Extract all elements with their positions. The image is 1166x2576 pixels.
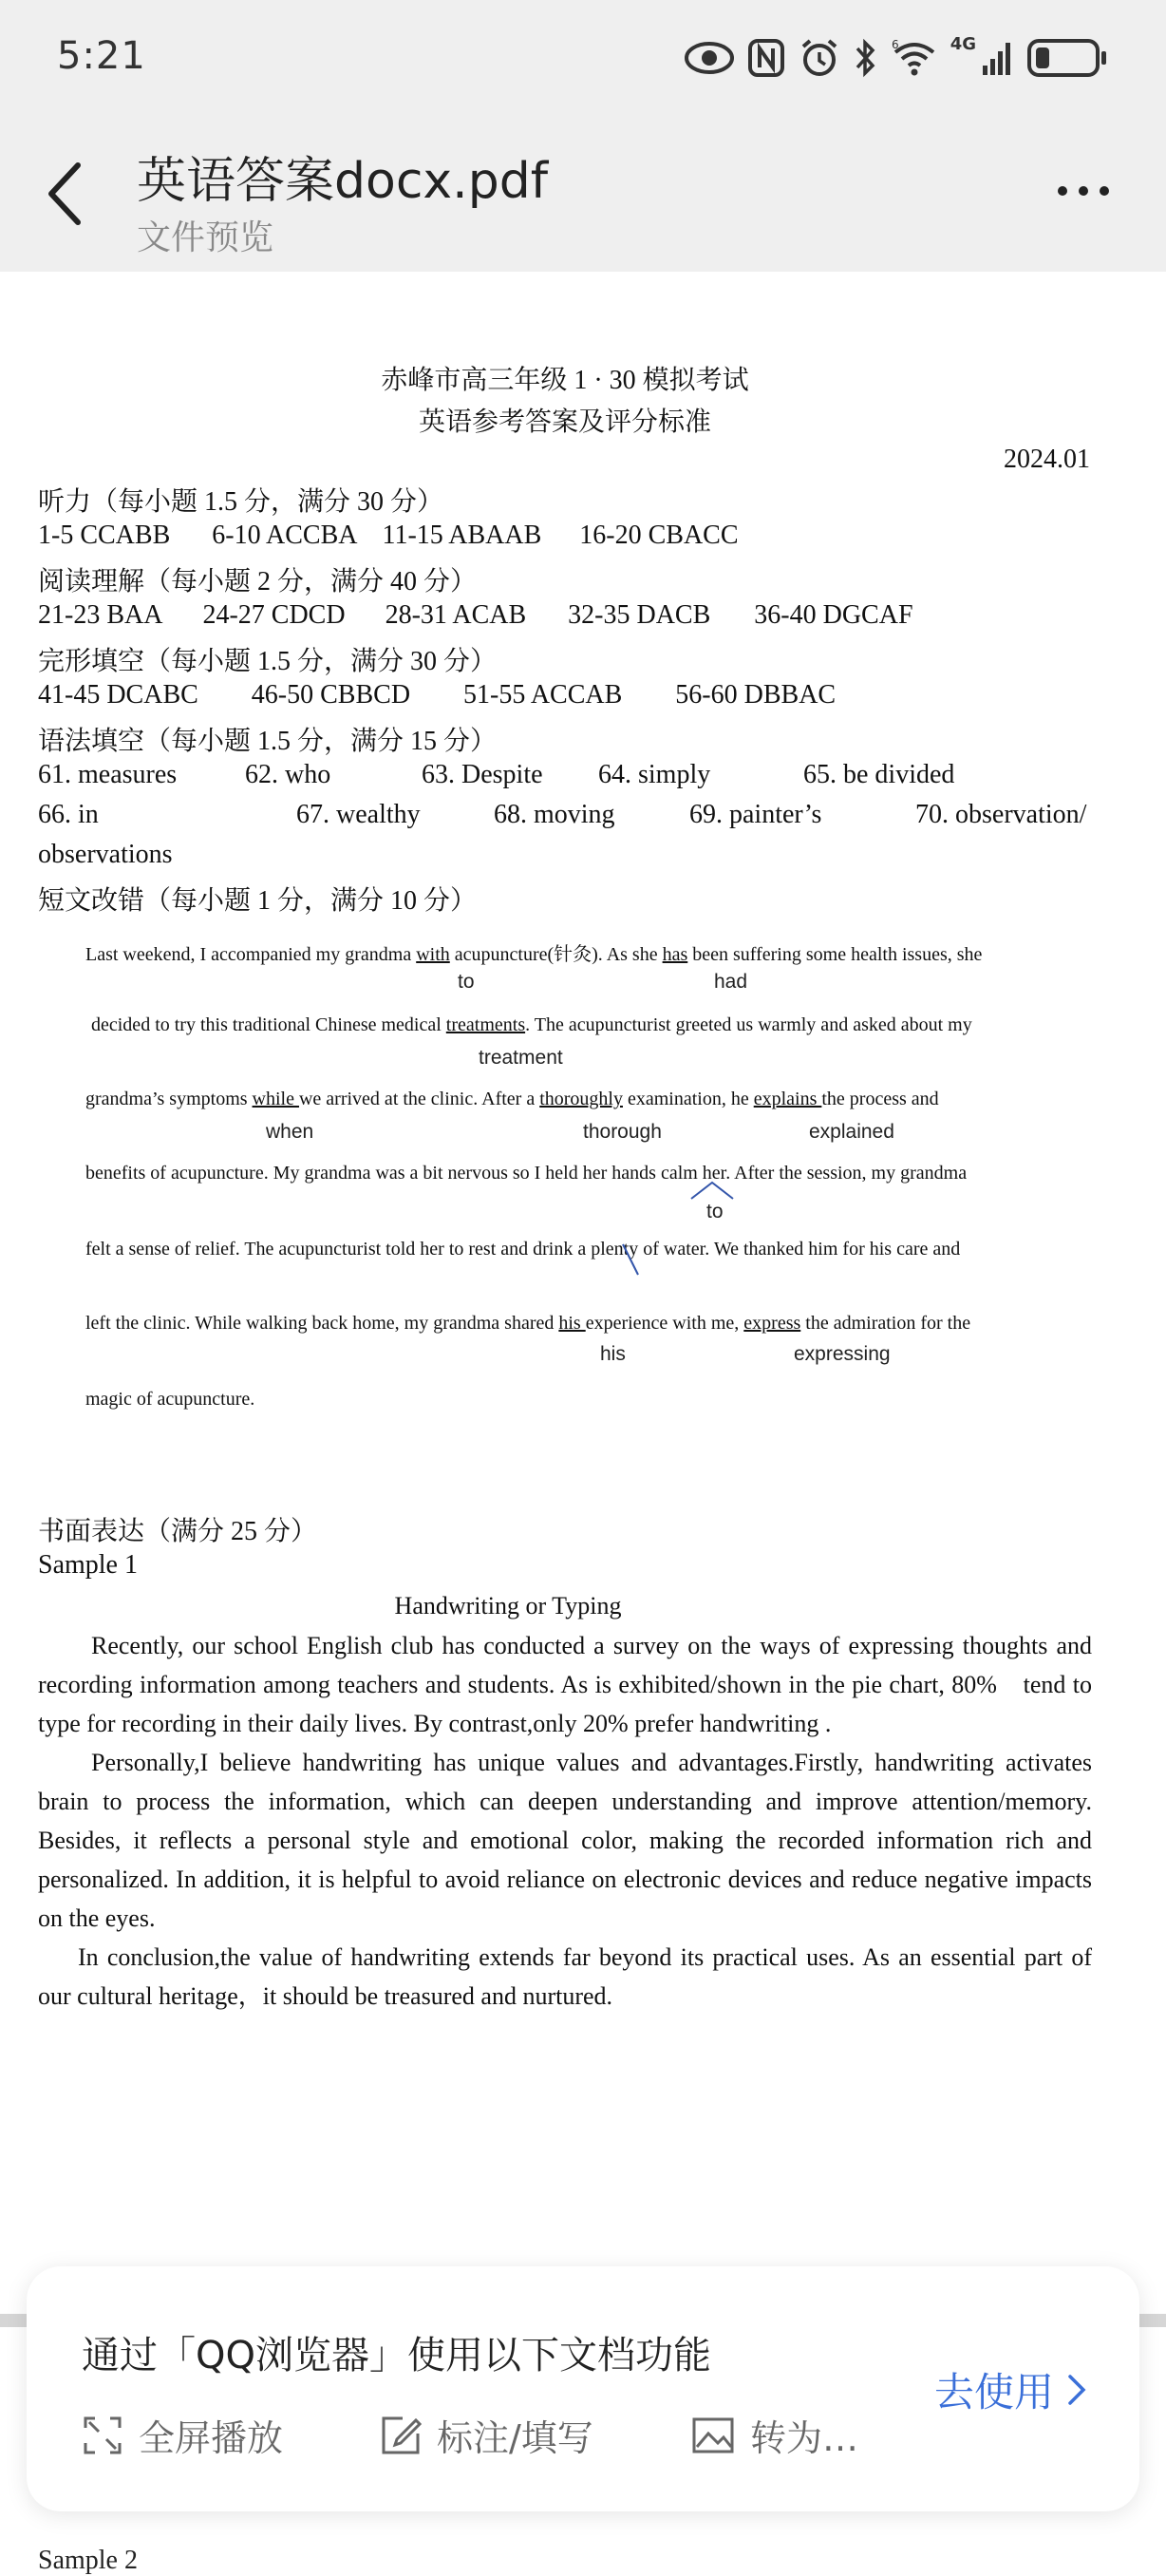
eye-icon [685, 41, 734, 75]
signal-icon [982, 39, 1014, 77]
answer-group: 11-15 ABAAB [382, 521, 542, 550]
more-options-icon[interactable] [1058, 186, 1109, 196]
correction-fix: to [706, 1201, 724, 1222]
correction-heading: 短文改错（每小题 1 分，满分 10 分） [38, 886, 478, 916]
insert-caret-mark [687, 1180, 737, 1201]
writing-heading: 书面表达（满分 25 分） [38, 1517, 318, 1546]
fullscreen-icon [82, 2415, 123, 2456]
fullscreen-label: 全屏播放 [139, 2417, 284, 2459]
correction-fix: had [714, 971, 748, 993]
answer-group: 41-45 DCABC [38, 680, 198, 710]
correction-line: felt a sense of relief. The acupuncturist told her to rest and drink a plenty of water. We thanked him for his care and [85, 1239, 961, 1260]
sample-label: Sample 1 [38, 1550, 138, 1580]
answer-group: 46-50 CBBCD [251, 680, 411, 710]
doc-title-2: 英语参考答案及评分标准 [418, 407, 711, 437]
edit-icon [380, 2415, 422, 2456]
app-header-area [0, 0, 1166, 272]
answer-group: 16-20 CBACC [579, 521, 739, 550]
grammar-answer: 61. measures [38, 760, 178, 789]
annotate-label: 标注/填写 [437, 2417, 593, 2459]
correction-line: benefits of acupuncture. My grandma was a bit nervous so I held her hands calm her. After the session, my grandma [85, 1163, 968, 1184]
essay-paragraph: Personally,I believe handwriting has unique values and advantages.Firstly, handwriting activates brain to process the information, which can deepen understanding and improve attention/memory. Besides, it reflects a personal style and emotional color, making the recorded information rich and personalized. In addition, it is helpful to avoid reliance on electronic devices and reduce negative impacts on the eyes. [38, 1749, 1092, 1932]
fullscreen-feature[interactable] [82, 2409, 283, 2461]
cloze-answers [38, 680, 1092, 710]
qq-browser-banner[interactable] [27, 2266, 1139, 2511]
network-type: 4G [950, 34, 976, 54]
essay-title: Handwriting or Typing [394, 1592, 622, 1619]
answer-group: 32-35 DACB [568, 600, 711, 630]
wifi-label: 6 [891, 39, 899, 51]
convert-feature[interactable] [691, 2409, 858, 2461]
file-subtitle: 文件预览 [137, 218, 274, 257]
correction-fix: when [266, 1121, 314, 1143]
correction-line: Last weekend, I accompanied my grandma with acupuncture(针灸). As she has been suffering some health issues, she [85, 944, 983, 965]
annotate-feature[interactable] [380, 2409, 593, 2461]
go-use-button[interactable] [934, 2361, 1086, 2418]
essay-paragraph: In conclusion,the value of handwriting extends far beyond its practical uses. As an essential part of our cultural heritage，it should be treasured and nurtured. [38, 1943, 1092, 2010]
doc-date: 2024.01 [1004, 445, 1090, 474]
status-time: 5:21 [57, 34, 146, 78]
bluetooth-icon [854, 37, 878, 79]
go-use-label: 去使用 [933, 2369, 1054, 2415]
answer-group: 1-5 CCABB [38, 521, 171, 550]
grammar-answer: 67. wealthy [296, 800, 421, 829]
correction-fix: thorough [583, 1121, 662, 1143]
battery-icon [1027, 38, 1107, 78]
wifi-icon [892, 39, 937, 77]
image-icon [691, 2416, 735, 2454]
correction-line: magic of acupuncture. [85, 1389, 255, 1410]
file-title: 英语答案docx.pdf [137, 153, 549, 210]
convert-label: 转为… [750, 2417, 859, 2459]
correction-fix: treatment [479, 1047, 563, 1069]
chevron-right-icon [1067, 2374, 1086, 2406]
next-sample-label: Sample 2 [38, 2546, 138, 2575]
reading-answers [38, 600, 1092, 631]
cloze-heading: 完形填空（每小题 1.5 分，满分 30 分） [38, 647, 498, 676]
answer-group: 21-23 BAA [38, 600, 163, 630]
correction-fix: expressing [794, 1343, 891, 1365]
nfc-icon [747, 38, 785, 78]
correction-line: grandma’s symptoms while we arrived at the clinic. After a thoroughly examination, he explains the process and [85, 1089, 939, 1109]
grammar-answer: 70. observation/ [915, 800, 1087, 829]
status-icons [685, 34, 1107, 82]
listening-answers [38, 521, 1092, 551]
correction-fix: to [458, 971, 475, 993]
listening-heading: 听力（每小题 1.5 分，满分 30 分） [38, 487, 444, 517]
back-arrow-icon[interactable] [42, 160, 87, 228]
grammar-answer: 64. simply [598, 760, 711, 789]
grammar-answer: 68. moving [494, 800, 615, 829]
grammar-answer: 63. Despite [422, 760, 543, 789]
grammar-answer: 65. be divided [803, 760, 955, 789]
essay-body [38, 1626, 1092, 2016]
answer-group: 56-60 DBBAC [675, 680, 837, 710]
essay-paragraph: Recently, our school English club has conducted a survey on the ways of expressing thoughts and recording information among teachers and students. As is exhibited/shown in the pie chart, 80% tend to type for recording in their daily lives. By contrast,only 20% prefer handwriting . [38, 1632, 1092, 1737]
grammar-answer: 66. in [38, 800, 99, 829]
correction-line: decided to try this traditional Chinese medical treatments. The acupuncturist greeted us warmly and asked about my [91, 1014, 972, 1035]
answer-group: 28-31 ACAB [385, 600, 527, 630]
doc-title-1: 赤峰市高三年级 1 · 30 模拟考试 [381, 366, 749, 395]
answer-group: 6-10 ACCBA [212, 521, 358, 550]
reading-heading: 阅读理解（每小题 2 分，满分 40 分） [38, 567, 478, 597]
answer-group: 36-40 DGCAF [754, 600, 913, 630]
correction-fix: his [600, 1343, 626, 1365]
answer-group: 24-27 CDCD [202, 600, 346, 630]
banner-text: 通过「QQ浏览器」使用以下文档功能 [82, 2334, 711, 2377]
delete-slash-mark [619, 1241, 642, 1279]
answer-group: 51-55 ACCAB [463, 680, 623, 710]
correction-line: left the clinic. While walking back home, my grandma shared his experience with me, express the admiration for the [85, 1313, 971, 1334]
grammar-answer: 62. who [245, 760, 331, 789]
grammar-answer: 69. painter’s [689, 800, 822, 829]
grammar-answer-cont: observations [38, 840, 173, 869]
grammar-heading: 语法填空（每小题 1.5 分，满分 15 分） [38, 727, 498, 756]
alarm-icon [799, 37, 840, 79]
correction-fix: explained [809, 1121, 894, 1143]
